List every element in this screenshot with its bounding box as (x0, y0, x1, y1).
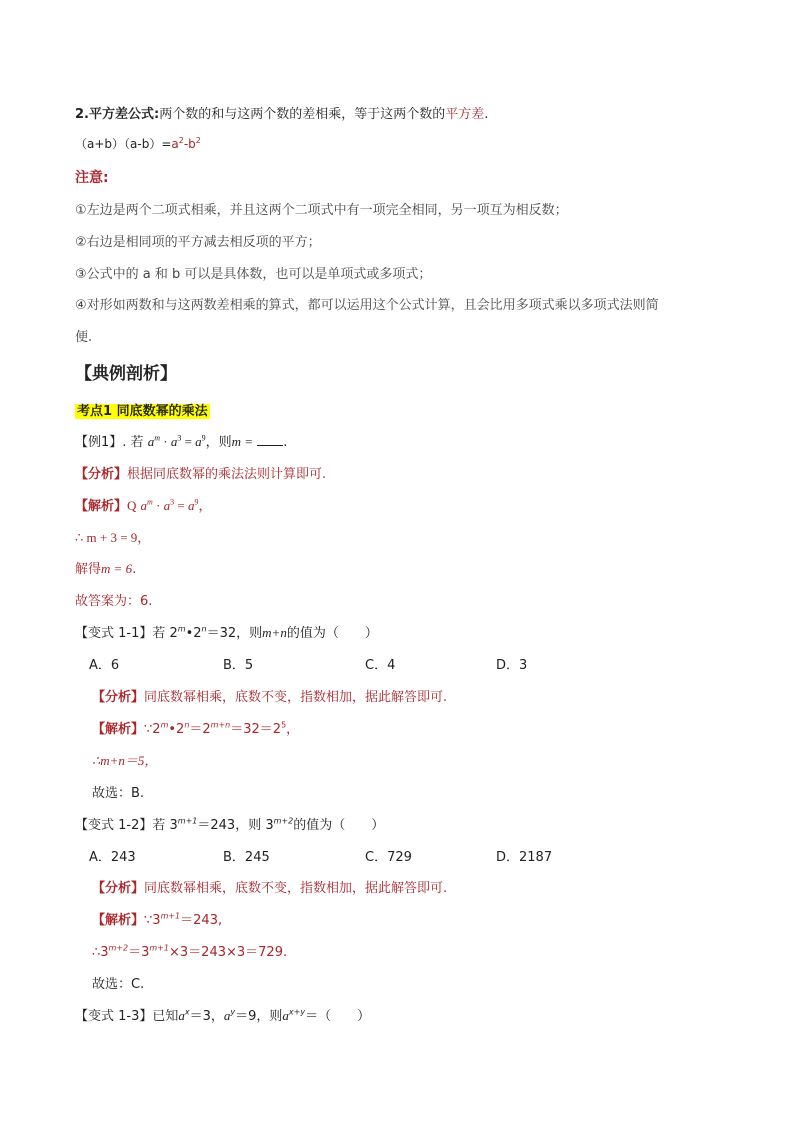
formula-label: 2.平方差公式: (75, 107, 160, 122)
section-title: 【典例剖析】 (75, 364, 177, 384)
answer-blank (257, 433, 283, 446)
example1-answer: 故答案为：6. (75, 594, 153, 609)
formula-text: 两个数的和与这两个数的差相乘，等于这两个数的 (159, 107, 446, 122)
variant11-solution: 【解析】$\because 2^m•2^n=2^{m+n}=32=2^5$， (92, 720, 300, 737)
variant11-analysis: 【分析】同底数幂相乘，底数不变，指数相加，据此解答即可. (92, 690, 448, 705)
variant12-analysis: 【分析】同底数幂相乘，底数不变，指数相加，据此解答即可. (92, 881, 448, 896)
formula-equation: $(a+b)(a-b)=a^2-b^2$ (75, 136, 201, 151)
example1-solution: 【解析】Q $a^m \cdot a^3 = a^9$， (75, 497, 212, 514)
example1-step: ∴ m + 3 = 9， (75, 530, 151, 545)
note-item: ③公式中的 a 和 b 可以是具体数，也可以是单项式或多项式； (75, 267, 432, 282)
option-d: D．3 (496, 658, 528, 673)
note-title: 注意: (75, 170, 109, 186)
option-b: B．245 (223, 850, 270, 865)
variant11-answer: 故选：B. (92, 786, 145, 801)
option-c: C．729 (365, 850, 412, 865)
variant12-solution: 【解析】$\because 3^{m+1}=243$, (92, 911, 223, 928)
example1-step: 解得m = 6. (75, 561, 137, 577)
example1-analysis: 【分析】根据同底数幂的乘法法则计算即可. (75, 467, 327, 482)
variant12-step: $\therefore 3^{m+2}=3^{m+1}\times 3=243\times 3=729$. (92, 943, 288, 960)
option-d: D．2187 (496, 850, 553, 865)
example1-question: 【例1】. 若 $a^m \cdot a^3 = a^9$，则m = . (75, 433, 288, 450)
option-a: A．6 (89, 658, 120, 673)
option-a: A．243 (89, 850, 136, 865)
formula-definition: 2.平方差公式:两个数的和与这两个数的差相乘，等于这两个数的平方差. (75, 107, 489, 122)
option-c: C．4 (365, 658, 396, 673)
variant13-question: 【变式 1-3】已知$a^x=3$，$a^y=9$，则$a^{x+y}=$（ ） (75, 1007, 371, 1024)
variant12-answer: 故选：C. (92, 977, 145, 992)
note-item: ④对形如两数和与这两数差相乘的算式，都可以运用这个公式计算，且会比用多项式乘以多项式法则简 (75, 298, 659, 313)
variant11-question: 【变式 1-1】若 $2^m•2^n=32$，则m+n的值为（ ） (75, 624, 378, 641)
variant12-question: 【变式 1-2】若 $3^{m+1}=243$，则 $3^{m+2}$的值为（ ） (75, 816, 385, 833)
variant11-step: ∴m+n＝5， (92, 753, 158, 768)
formula-term: 平方差 (445, 107, 485, 122)
topic-label: 考点1 同底数幂的乘法 (77, 404, 208, 419)
option-b: B．5 (223, 658, 254, 673)
note-item: 便. (75, 330, 93, 345)
note-item: ②右边是相同项的平方减去相反项的平方； (75, 235, 321, 250)
note-item: ①左边是两个二项式相乘，并且这两个二项式中有一项完全相同，另一项互为相反数； (75, 203, 568, 218)
